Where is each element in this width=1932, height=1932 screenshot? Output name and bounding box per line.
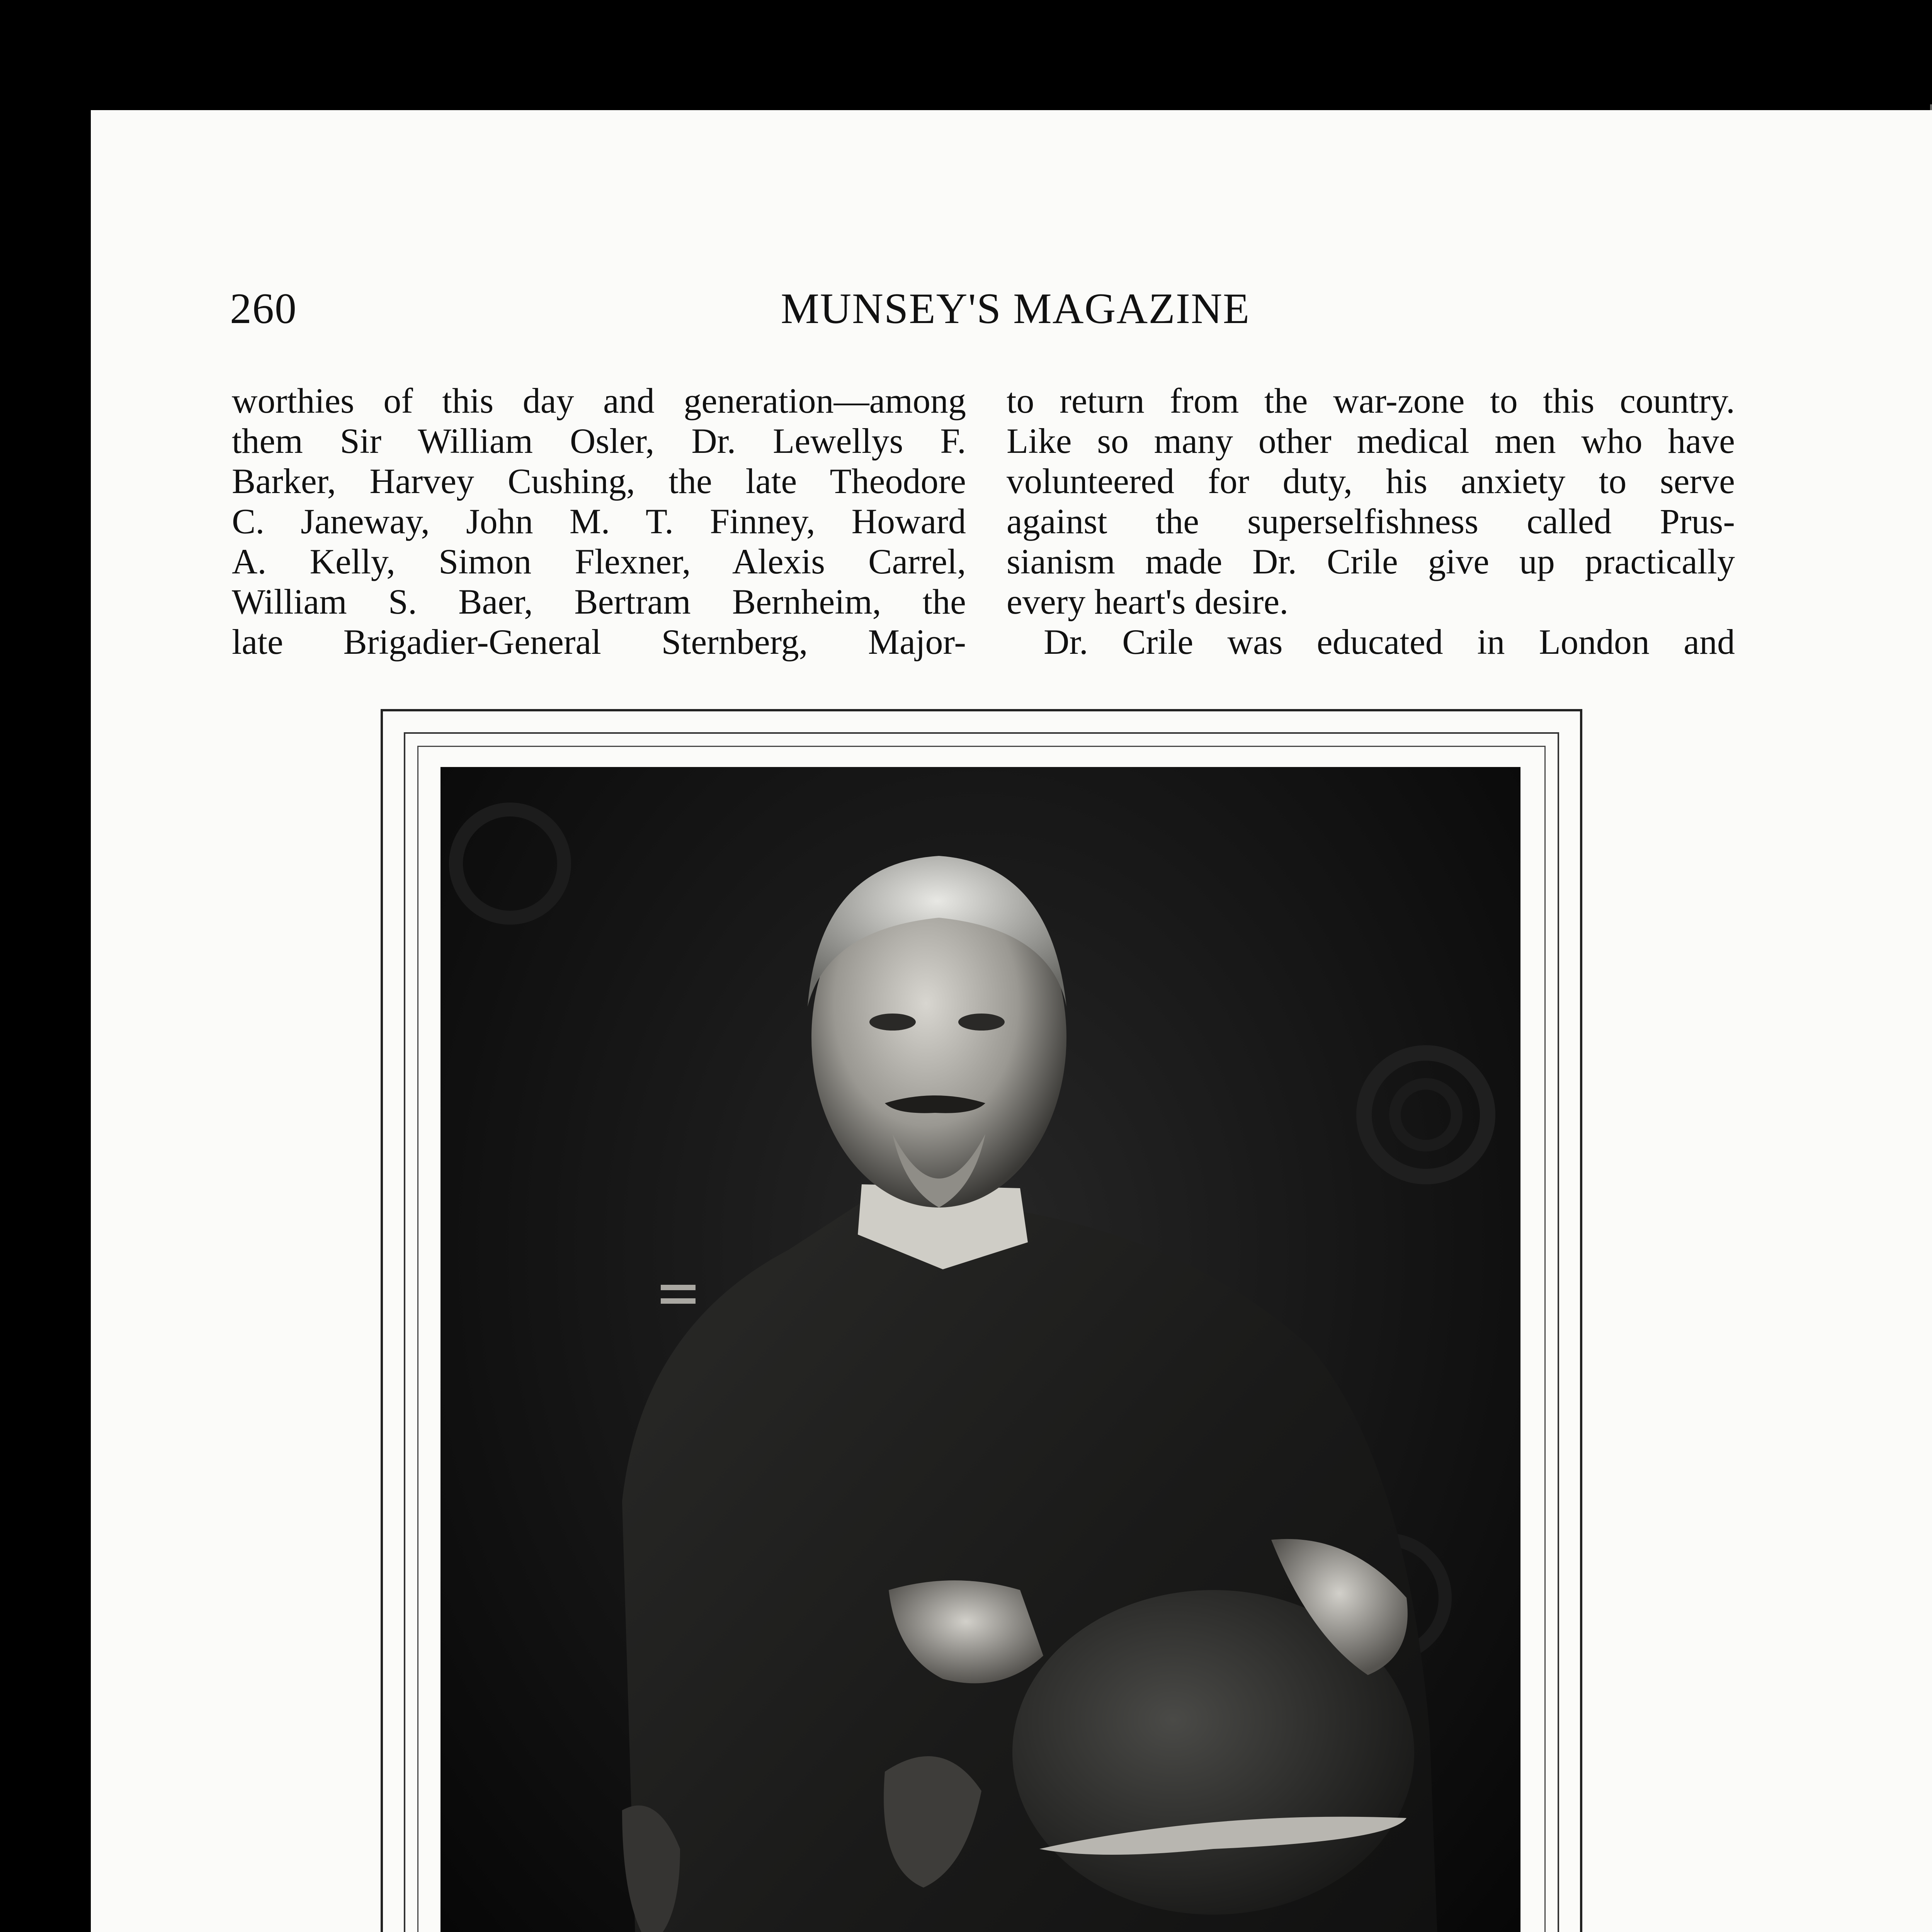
text-line: A. Kelly, Simon Flexner, Alexis Carrel,: [232, 542, 966, 581]
text-line: sianism made Dr. Crile give up practically: [1007, 542, 1735, 581]
magazine-title: MUNSEY'S MAGAZINE: [781, 285, 1250, 333]
text-line: them Sir William Osler, Dr. Lewellys F.: [232, 421, 966, 461]
text-line: late Brigadier-General Sternberg, Major-: [232, 622, 966, 662]
text-line: volunteered for duty, his anxiety to serve: [1007, 461, 1735, 501]
text-line: worthies of this day and generation—among: [232, 381, 966, 420]
text-line: to return from the war-zone to this country.: [1007, 381, 1735, 420]
top-right-column: [1007, 381, 1735, 662]
text-line: William S. Baer, Bertram Bernheim, the: [232, 582, 966, 621]
text-line: against the superselfishness called Prus-: [1007, 502, 1735, 541]
text-line: every heart's desire.: [1007, 582, 1289, 621]
text-line: Like so many other medical men who have: [1007, 421, 1735, 461]
text-line: Dr. Crile was educated in London and: [1044, 622, 1735, 662]
portrait-image: [440, 767, 1520, 1932]
portrait-photograph: [440, 767, 1520, 1932]
top-left-column: [232, 381, 966, 662]
text-line: C. Janeway, John M. T. Finney, Howard: [232, 502, 966, 541]
page-number: 260: [230, 285, 297, 333]
text-line: Barker, Harvey Cushing, the late Theodore: [232, 461, 966, 501]
